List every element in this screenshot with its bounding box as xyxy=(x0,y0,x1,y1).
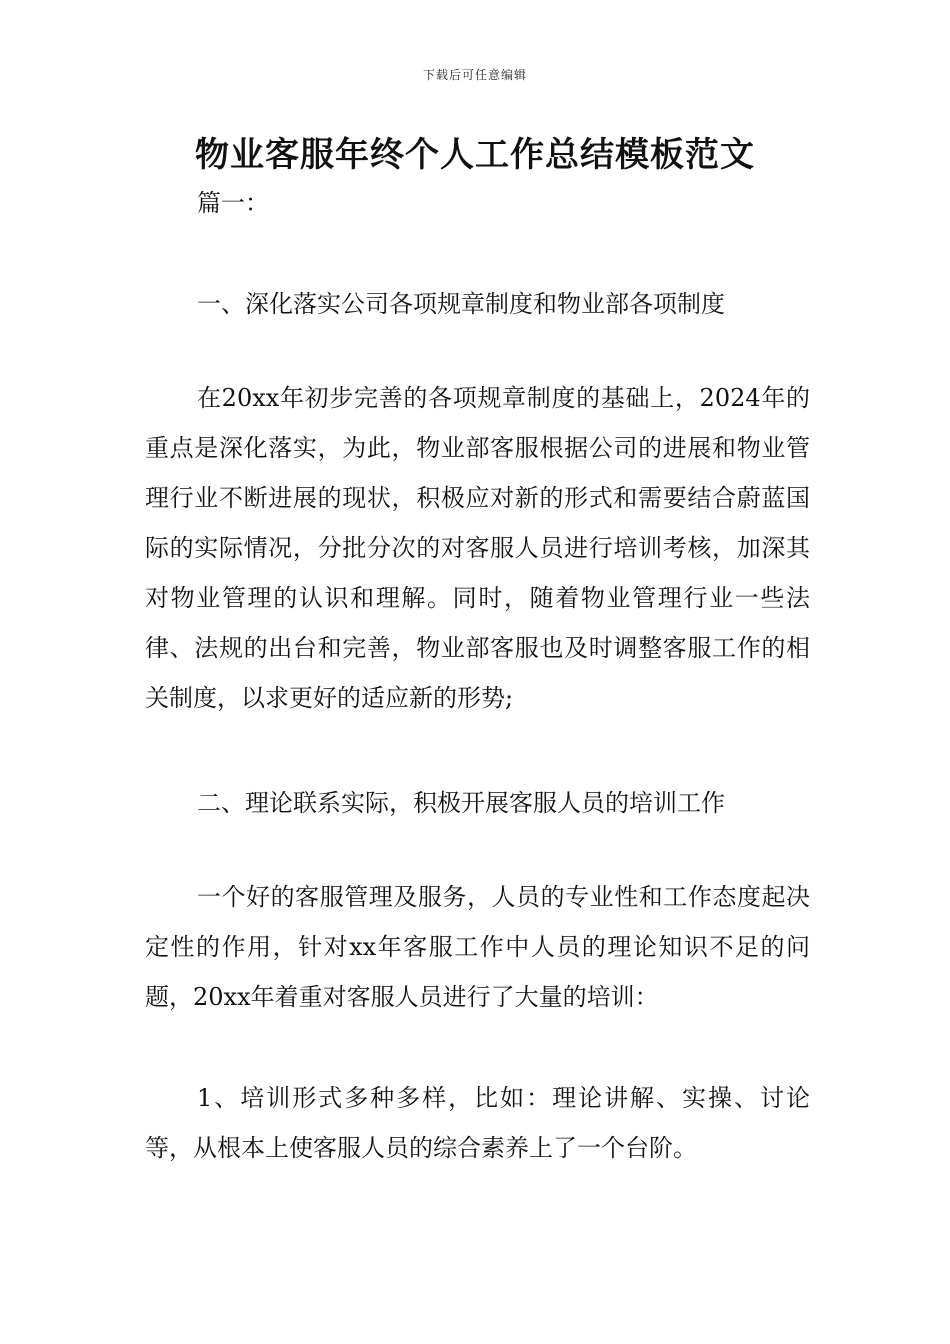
part-label: 篇一： xyxy=(197,189,269,217)
section-2-heading: 二、理论联系实际，积极开展客服人员的培训工作 xyxy=(197,789,725,817)
document-title: 物业客服年终个人工作总结模板范文 xyxy=(195,135,755,175)
list-item-1: 1、培训形式多种多样，比如：理论讲解、实操、讨论等，从根本上使客服人员的综合素养上了一个台阶。 xyxy=(145,1084,810,1162)
section-1-heading: 一、深化落实公司各项规章制度和物业部各项制度 xyxy=(197,290,725,318)
section-2-paragraph: 一个好的客服管理及服务，人员的专业性和工作态度起决定性的作用，针对xx年客服工作中人员的理论知识不足的问题，20xx年着重对客服人员进行了大量的培训： xyxy=(145,883,810,1011)
header-note: 下载后可任意编辑 xyxy=(422,68,527,82)
section-1-paragraph: 在20xx年初步完善的各项规章制度的基础上，2024年的重点是深化落实，为此，物业部客服根据公司的进展和物业管理行业不断进展的现状，积极应对新的形式和需要结合蔚蓝国际的实际情况，分批分次的对客服人员进行培训考核，加深其对物业管理的认识和理解。同时，随着物业管理行业一些法律、法规的出台和完善，物业部客服也及时调整客服工作的相关制度，以求更好的适应新的形势; xyxy=(145,384,810,712)
